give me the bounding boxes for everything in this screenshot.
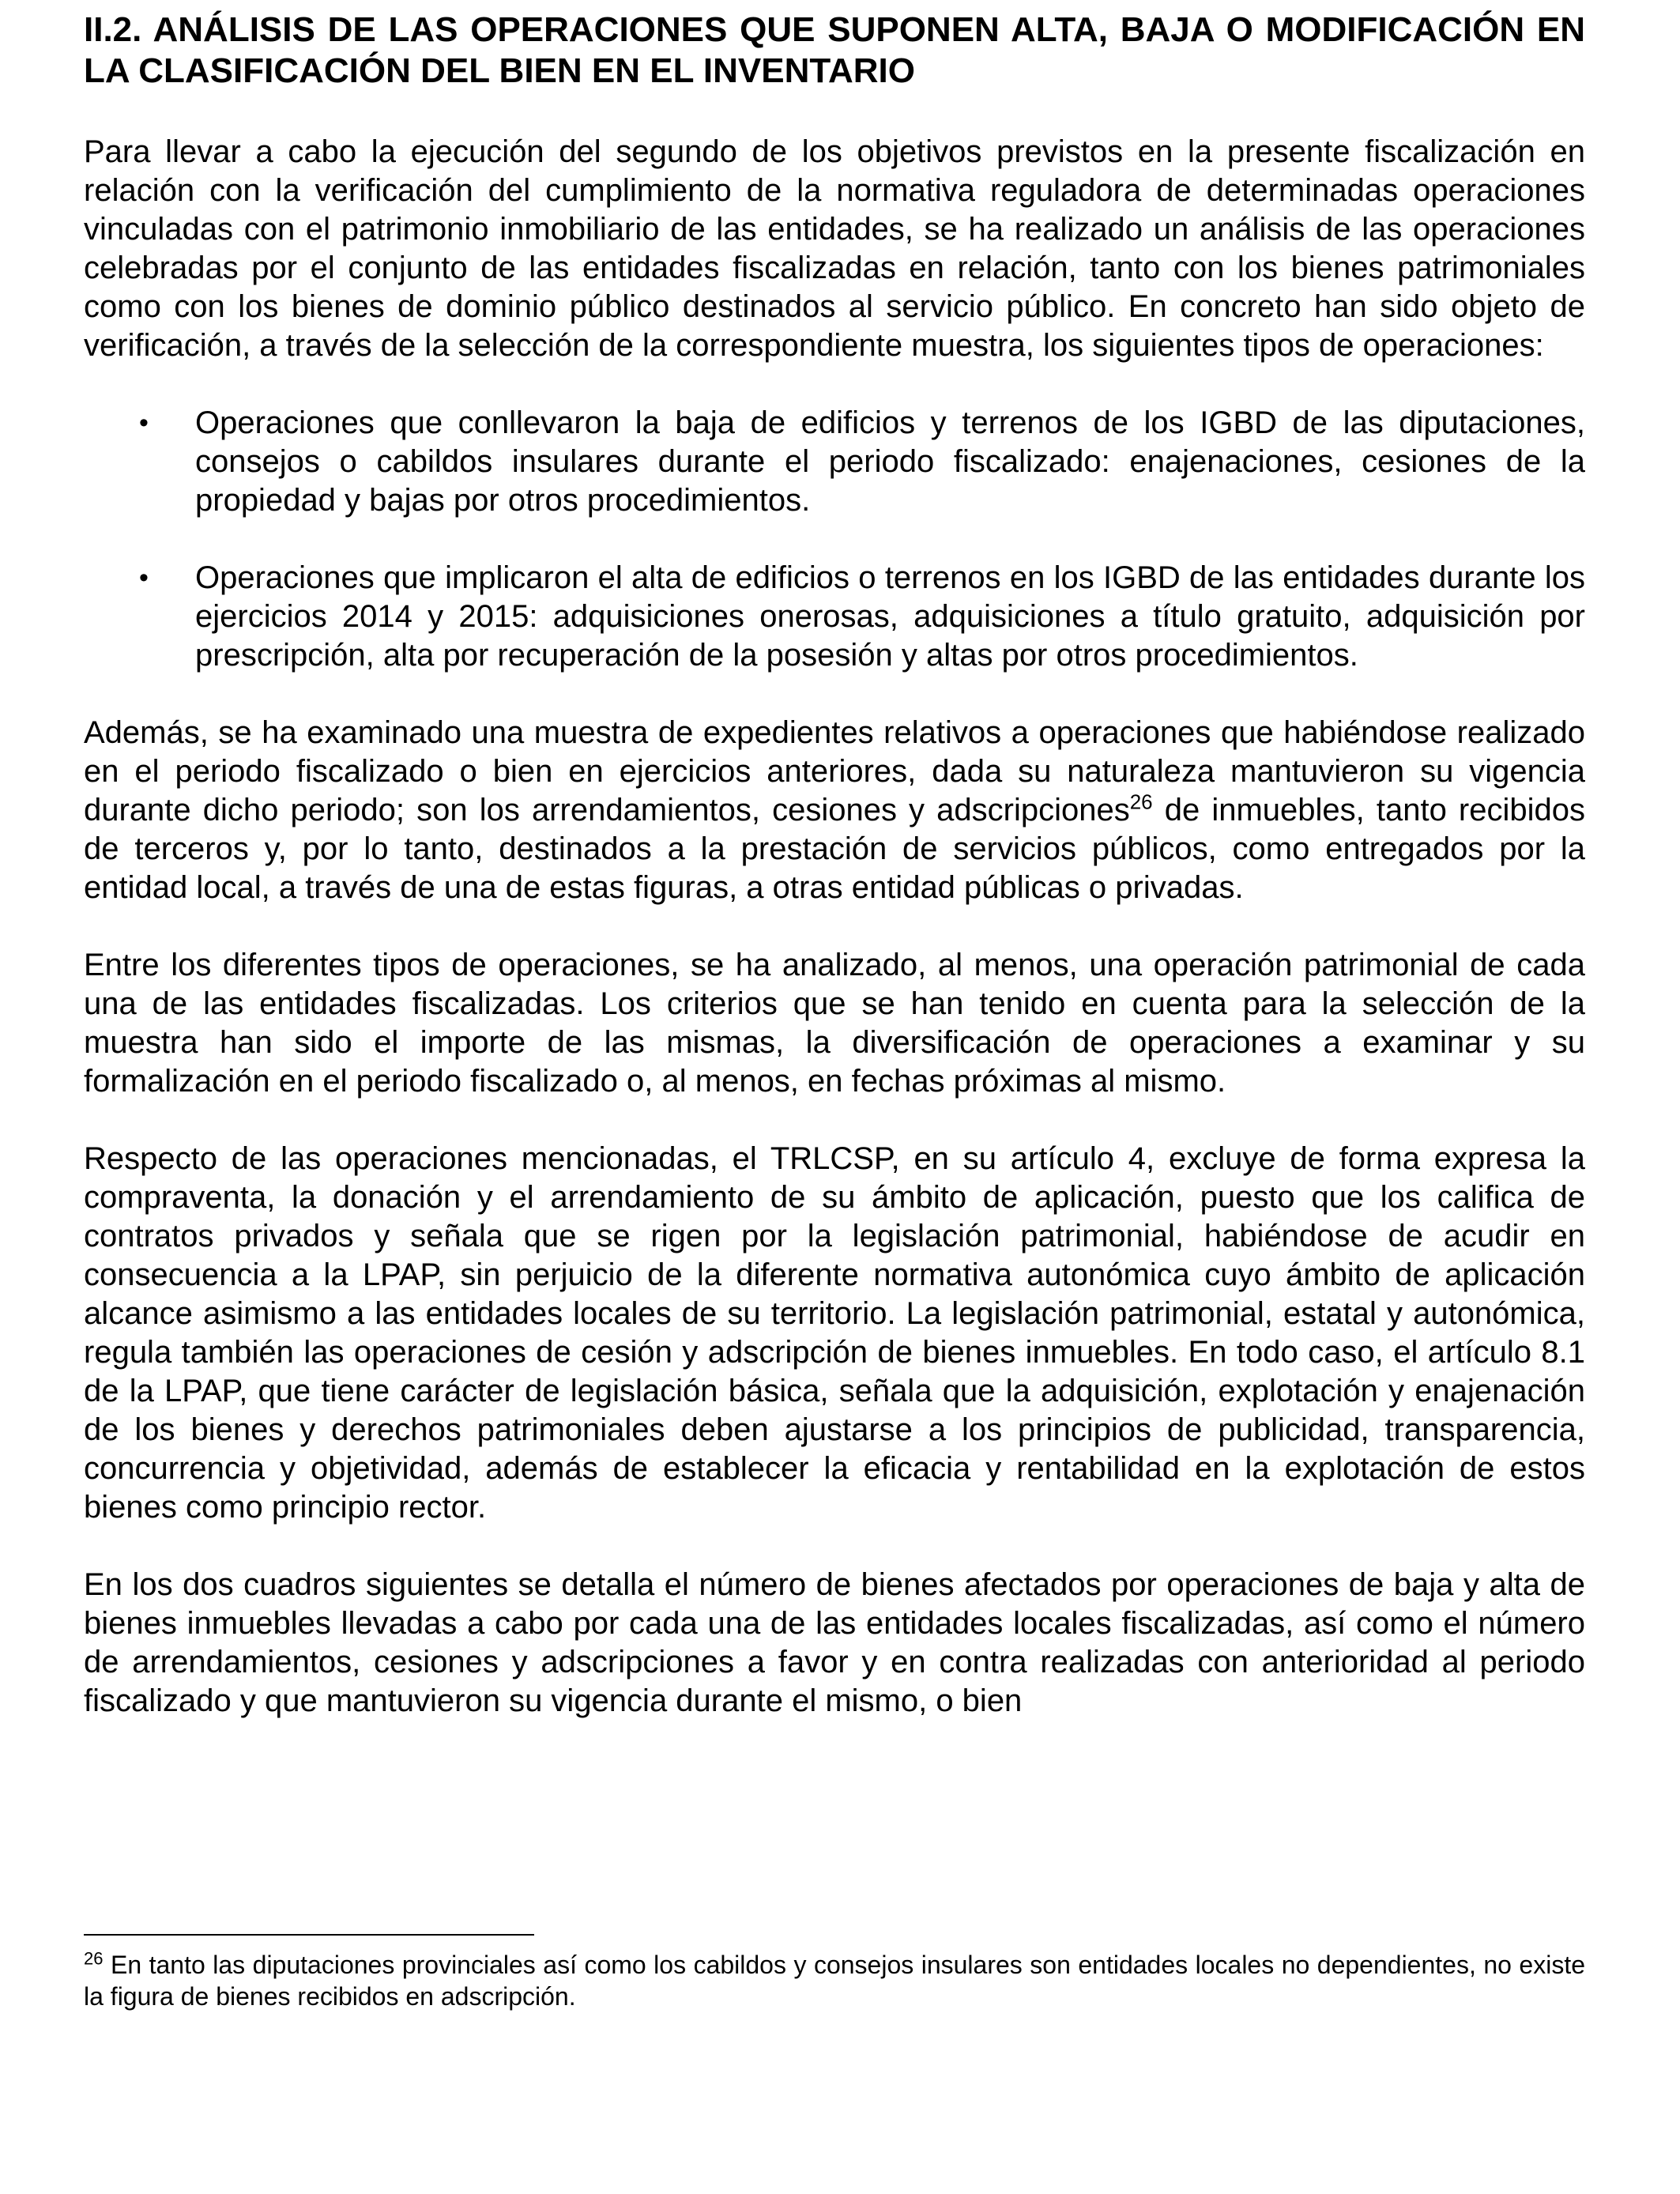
paragraph-legislation: Respecto de las operaciones mencionadas, el TRLCSP, en su artículo 4, excluye de forma expresa la compraventa, la donación y el arrendamiento de su ámbito de aplicación, puesto que los califica de contratos privados y señala que se rigen por la legislación patrimonial, habiéndose de acudir en consecuencia a la LPAP, sin perjuicio de la diferente normativa autonómica cuyo ámbito de aplicación alcance asimismo a las entidades locales de su territorio. La legislación patrimonial, estatal y autonómica, regula también las operaciones de cesión y adscripción de bienes inmuebles. En todo caso, el artículo 8.1 de la LPAP, que tiene carácter de legislación básica, señala que la adquisición, explotación y enajenación de los bienes y derechos patrimoniales deben ajustarse a los principios de publicidad, transparencia, concurrencia y objetividad, además de establecer la eficacia y rentabilidad en la explotación de estos bienes como principio rector. xyxy=(84,1141,1585,1525)
paragraph-text: de inmuebles, tanto recibidos de terceros y, por lo tanto, destinados a la prestación de servicios públicos, como entregados por la entidad local, a través de una de estas figuras, a otras entidad públicas o privadas. xyxy=(84,793,1585,905)
bullet-icon: • xyxy=(139,408,149,438)
bullet-icon: • xyxy=(139,563,149,593)
section-heading: II.2. ANÁLISIS DE LAS OPERACIONES QUE SUPONEN ALTA, BAJA O MODIFICACIÓN EN LA CLASIFICACIÓN DEL BIEN EN EL INVENTARIO xyxy=(84,10,1585,90)
document-body xyxy=(84,9,1585,1759)
footnote-text: En tanto las diputaciones provinciales así como los cabildos y consejos insulares son entidades locales no dependientes, no existe la figura de bienes recibidos en adscripción. xyxy=(84,1951,1585,2011)
footnote-number: 26 xyxy=(84,1948,104,1969)
paragraph-criteria: Entre los diferentes tipos de operaciones, se ha analizado, al menos, una operación patrimonial de cada una de las entidades fiscalizadas. Los criterios que se han tenido en cuenta para la selección de la muestra han sido el importe de las mismas, la diversificación de operaciones a examinar y su formalización en el periodo fiscalizado o, al menos, en fechas próximas al mismo. xyxy=(84,948,1585,1099)
paragraph-text: Además, se ha examinado una muestra de expedientes relativos a operaciones que habiéndose realizado en el periodo fiscalizado o bien en ejercicios anteriores, dada su naturaleza mantuvieron su vigencia durante dicho periodo; son los arrendamientos, cesiones y adscripciones xyxy=(84,715,1585,827)
paragraph-intro: Para llevar a cabo la ejecución del segundo de los objetivos previstos en la presente fiscalización en relación con la verificación del cumplimiento de la normativa reguladora de determinadas operaciones vinculadas con el patrimonio inmobiliario de las entidades, se ha realizado un análisis de las operaciones celebradas por el conjunto de las entidades fiscalizadas en relación, tanto con los bienes patrimoniales como con los bienes de dominio público destinados al servicio público. En concreto han sido objeto de verificación, a través de la selección de la correspondiente muestra, los siguientes tipos de operaciones: xyxy=(84,134,1585,363)
list-item xyxy=(84,559,1585,675)
operations-list xyxy=(84,404,1585,675)
list-item-text: Operaciones que conllevaron la baja de edificios y terrenos de los IGBD de las diputaciones, consejos o cabildos insulares durante el periodo fiscalizado: enajenaciones, cesiones de la propiedad y bajas por otros procedimientos. xyxy=(195,405,1585,518)
paragraph-sample xyxy=(84,714,1585,907)
footnote-reference: 26 xyxy=(1129,790,1153,814)
footnote-divider xyxy=(84,1934,534,1936)
footnote xyxy=(84,1949,1585,2012)
paragraph-tables-intro: En los dos cuadros siguientes se detalla el número de bienes afectados por operaciones de baja y alta de bienes inmuebles llevadas a cabo por cada una de las entidades locales fiscalizadas, así como el número de arrendamientos, cesiones y adscripciones a favor y en contra realizadas con anterioridad al periodo fiscalizado y que mantuvieron su vigencia durante el mismo, o bien xyxy=(84,1567,1585,1718)
list-item xyxy=(84,404,1585,520)
list-item-text: Operaciones que implicaron el alta de edificios o terrenos en los IGBD de las entidades durante los ejercicios 2014 y 2015: adquisiciones onerosas, adquisiciones a título gratuito, adquisición por prescripción, alta por recuperación de la posesión y altas por otros procedimientos. xyxy=(195,560,1585,673)
